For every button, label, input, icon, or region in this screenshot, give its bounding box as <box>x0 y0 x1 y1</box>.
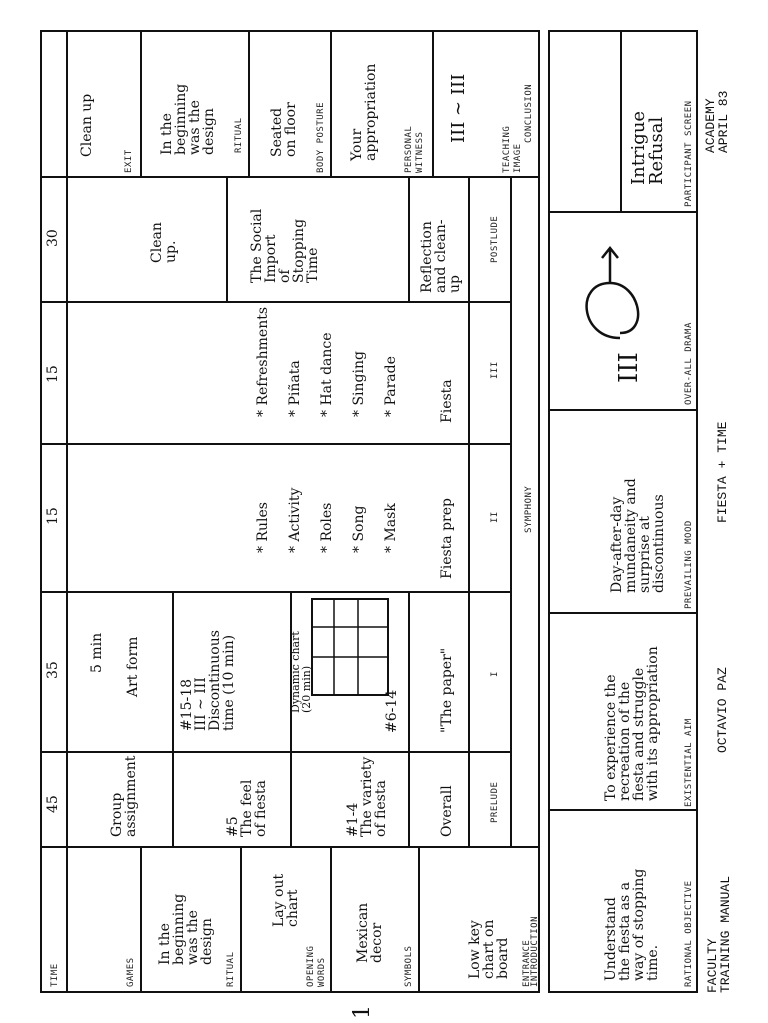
two-item: * Song <box>351 505 367 553</box>
one-items-6-14: #6-14 <box>384 689 400 733</box>
games-label: GAMES <box>126 957 136 987</box>
existential-aim-value: To experience the recreation of the fiesta and struggle with its appropriation <box>603 646 661 801</box>
page-number: 1 <box>350 1005 375 1019</box>
manual-title: FACULTY TRAINING MANUAL <box>705 875 733 993</box>
two-item: * Roles <box>319 502 335 553</box>
one-time: 35 <box>45 661 61 679</box>
academy-date: ACADEMY APRIL 83 <box>703 90 731 153</box>
body-posture-value: Seated on floor <box>269 102 299 157</box>
prelude-heading: PRELUDE <box>490 781 500 823</box>
exit-label: EXIT <box>124 149 134 173</box>
two-time: 15 <box>45 507 61 525</box>
one-art-form: Art form <box>125 636 141 697</box>
three-item: * Hat dance <box>319 332 335 417</box>
two-item: * Mask <box>383 503 399 553</box>
body-posture-label: BODY POSTURE <box>316 101 326 173</box>
three-item: * Refreshments <box>255 306 271 417</box>
teaching-image-label: TEACHING IMAGE <box>502 125 523 173</box>
three-fiesta: Fiesta <box>439 379 455 423</box>
author-name: OCTAVIO PAZ <box>715 667 730 753</box>
prelude-feel: #5 The feel of fiesta <box>225 779 269 837</box>
prelude-time: 45 <box>45 795 61 813</box>
introduction-heading: INTRODUCTION <box>530 915 540 987</box>
prevailing-mood-label: PREVAILING MOOD <box>684 520 694 609</box>
over-all-drama-value: III <box>614 352 644 383</box>
movement-one-heading: I <box>490 671 500 677</box>
one-five-min: 5 min <box>89 632 105 673</box>
symbols-label: SYMBOLS <box>404 945 414 987</box>
participant-screen-value: Intrigue Refusal <box>628 110 667 185</box>
one-paper: "The paper" <box>439 647 455 733</box>
time-label: TIME <box>50 963 60 987</box>
symbols-value: Mexican decor <box>355 902 385 963</box>
over-all-drama-label: OVER-ALL DRAMA <box>684 322 694 405</box>
exit-value: Clean up <box>79 93 95 157</box>
dynamic-chart-sketch <box>310 597 390 697</box>
two-fiesta-prep: Fiesta prep <box>439 498 455 579</box>
postlude-clean-up: Clean up. <box>149 222 179 263</box>
three-item: * Singing <box>351 351 367 417</box>
conclusion-ritual-value: In the beginning was the design <box>159 83 217 155</box>
prelude-overall: Overall <box>439 785 455 837</box>
opening-words-label: OPENING WORDS <box>306 945 327 987</box>
two-item: * Rules <box>255 502 271 553</box>
postlude-heading: POSTLUDE <box>490 215 500 263</box>
prevailing-mood-value: Day-after-day mundaneity and surprise at discontinuous <box>609 478 667 593</box>
loop-arrow-icon <box>570 233 670 343</box>
two-item: * Activity <box>287 487 303 553</box>
personal-witness-label: PERSONAL WITNESS <box>404 125 425 173</box>
three-item: * Piñata <box>287 360 303 417</box>
intro-ritual-value: In the beginning was the design <box>157 893 215 965</box>
conclusion-ritual-label: RITUAL <box>234 117 244 153</box>
movement-two-heading: II <box>490 511 500 523</box>
opening-words-value: Lay out chart <box>271 873 301 927</box>
three-time: 15 <box>45 365 61 383</box>
entrance-label: ENTRANCE <box>522 939 532 987</box>
postlude-time: 30 <box>45 229 61 247</box>
one-dynamic-chart: Dynamic chart (20 min) <box>289 631 313 713</box>
one-discontinuous: #15-18 III ∼ III Discontinuous time (10 min) <box>179 630 237 731</box>
prelude-assignment: Group assignment <box>109 755 139 837</box>
intro-ritual-label: RITUAL <box>226 951 236 987</box>
existential-aim-label: EXISTENTIAL AIM <box>684 718 694 807</box>
conclusion-heading: CONCLUSION <box>524 83 534 143</box>
personal-witness-value: Your appropriation <box>349 63 379 161</box>
rational-objective-value: Understand the fiesta as a way of stopping time. <box>603 868 661 981</box>
teaching-image-value: III ∼ III <box>448 73 469 143</box>
postlude-reflection: Reflection and clean- up <box>419 219 463 293</box>
symphony-heading: SYMPHONY <box>524 485 534 533</box>
prelude-variety: #1-4 The variety of fiesta <box>345 756 389 837</box>
three-item: * Parade <box>383 356 399 417</box>
participant-screen-label: PARTICIPANT SCREEN <box>684 100 694 207</box>
movement-three-heading: III <box>490 361 500 379</box>
postlude-social-import: The Social Import of Stopping Time <box>249 208 321 283</box>
entrance-value: Low key chart on board <box>467 919 511 979</box>
rational-objective-label: RATIONAL OBJECTIVE <box>684 880 694 987</box>
topic-title: FIESTA + TIME <box>715 421 730 523</box>
